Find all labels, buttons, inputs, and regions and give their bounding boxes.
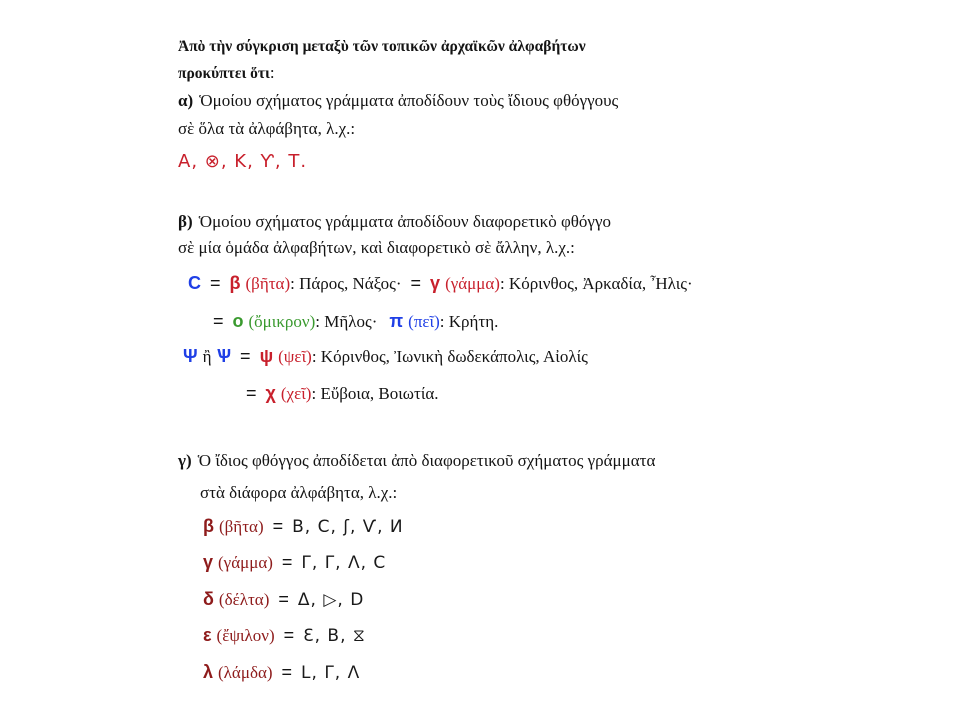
equals-sign: = [213,311,224,331]
letter-gamma: γ [430,273,441,293]
section-c-marker: γ) [178,451,192,470]
section-a-text-2: σὲ ὅλα τὰ ἀλφάβητα, λ.χ.: [178,119,356,138]
section-c-row-delta [203,589,364,610]
section-b-line-2 [178,238,575,258]
section-c-row-beta [203,516,404,537]
letter-name-pi: (πεῖ) [408,312,440,331]
section-b-row-psi [183,346,588,367]
equals-sign: = [240,346,251,366]
letter-delta: δ [203,589,214,609]
heading-line-1 [178,37,586,57]
letter-forms-beta: Β, C, ʃ, Ѵ, И [292,517,404,537]
section-a-line-2 [178,119,355,139]
equals-sign: = [281,662,293,682]
letter-omicron: ο [232,311,244,331]
or-word: ἢ [202,347,212,366]
section-c-line-1 [178,451,655,471]
section-a-line-1 [178,91,618,111]
letter-form-psi-1: Ψ [183,346,198,366]
section-b-text-2: σὲ μία ὁμάδα ἀλφαβήτων, καὶ διαφορετικὸ σὲ ἄλλην, λ.χ.: [178,238,575,257]
section-a-letters [178,152,307,172]
section-c-line-2 [200,483,397,503]
letter-name-epsilon: (ἔψιλον) [216,626,275,645]
section-b-line-1 [178,212,611,232]
letter-chi: χ [265,383,276,403]
letter-forms-lambda: L, Γ, Λ [301,663,361,683]
letter-form-c: C [188,273,201,293]
letter-name-omicron: (ὄμικρον) [248,312,316,331]
section-c-row-lambda [203,662,360,683]
letter-forms-epsilon: Ɛ, Β, ⧖ [303,626,366,646]
equals-sign: = [283,625,295,645]
letter-epsilon: ε [203,625,212,645]
places-pi: : Κρήτη. [439,312,499,331]
letter-beta: β [229,273,241,293]
section-c-text-1: Ὁ ἴδιος φθόγγος ἀποδίδεται ἀπὸ διαφορετικοῦ σχήματος γράμματα [197,451,656,470]
equals-sign: = [272,516,284,536]
section-a-marker: α) [178,91,194,110]
common-letter-forms: Α, ⊗, Κ, Ƴ, Τ. [178,151,308,172]
equals-sign: = [410,273,422,293]
letter-gamma: γ [203,552,214,572]
letter-forms-gamma: Γ, Γ, Λ, C [301,553,387,573]
letter-psi: ψ [259,346,274,366]
heading-text-1: Ἀπὸ τὴν σύγκριση μεταξὺ τῶν τοπικῶν ἀρχαϊκῶν ἀλφαβήτων [178,38,586,55]
letter-lambda: λ [203,662,214,682]
letter-form-psi-2: Ѱ [216,346,232,366]
section-c-row-gamma [203,552,386,573]
heading-colon: : [269,63,275,82]
letter-name-beta: (βῆτα) [245,274,291,293]
section-b-text-1: Ὁμοίου σχήματος γράμματα ἀποδίδουν διαφορετικὸ φθόγγο [198,212,611,231]
equals-sign: = [210,273,221,293]
heading-text-2: προκύπτει ὅτι [178,65,270,82]
letter-name-delta: (δέλτα) [218,590,270,609]
section-b-row-chi [237,383,439,404]
equals-sign: = [246,383,257,403]
section-c-row-epsilon [203,625,366,646]
section-b-row-c-form [188,273,693,294]
section-a-text-1: Ὁμοίου σχήματος γράμματα ἀποδίδουν τοὺς ἴδιους φθόγγους [199,91,619,110]
section-b-row-omicron [204,311,498,332]
places-gamma: : Κόρινθος, Ἀρκαδία, Ἦλις· [499,274,693,293]
letter-pi: π [389,311,404,331]
equals-sign: = [278,589,289,609]
letter-beta: β [203,516,214,536]
places-psi: : Κόρινθος, Ἰωνικὴ δωδεκάπολις, Αἰολίς [311,347,588,366]
letter-name-gamma: (γάμμα) [445,274,500,293]
places-chi: : Εὔβοια, Βοιωτία. [311,384,439,403]
letter-forms-delta: Δ, ▷, D [297,590,365,610]
section-b-marker: β) [178,212,193,231]
letter-name-lambda: (λάμδα) [218,663,273,682]
letter-name-chi: (χεῖ) [280,384,312,403]
heading-line-2 [178,63,275,84]
letter-name-gamma: (γάμμα) [218,553,273,572]
letter-name-beta: (βῆτα) [219,517,264,536]
places-beta: : Πάρος, Νάξος· [290,274,402,293]
places-omicron: : Μῆλος· [315,312,378,331]
equals-sign: = [281,552,293,572]
section-c-text-2: στὰ διάφορα ἀλφάβητα, λ.χ.: [200,483,398,502]
letter-name-psi: (ψεῖ) [278,347,312,366]
